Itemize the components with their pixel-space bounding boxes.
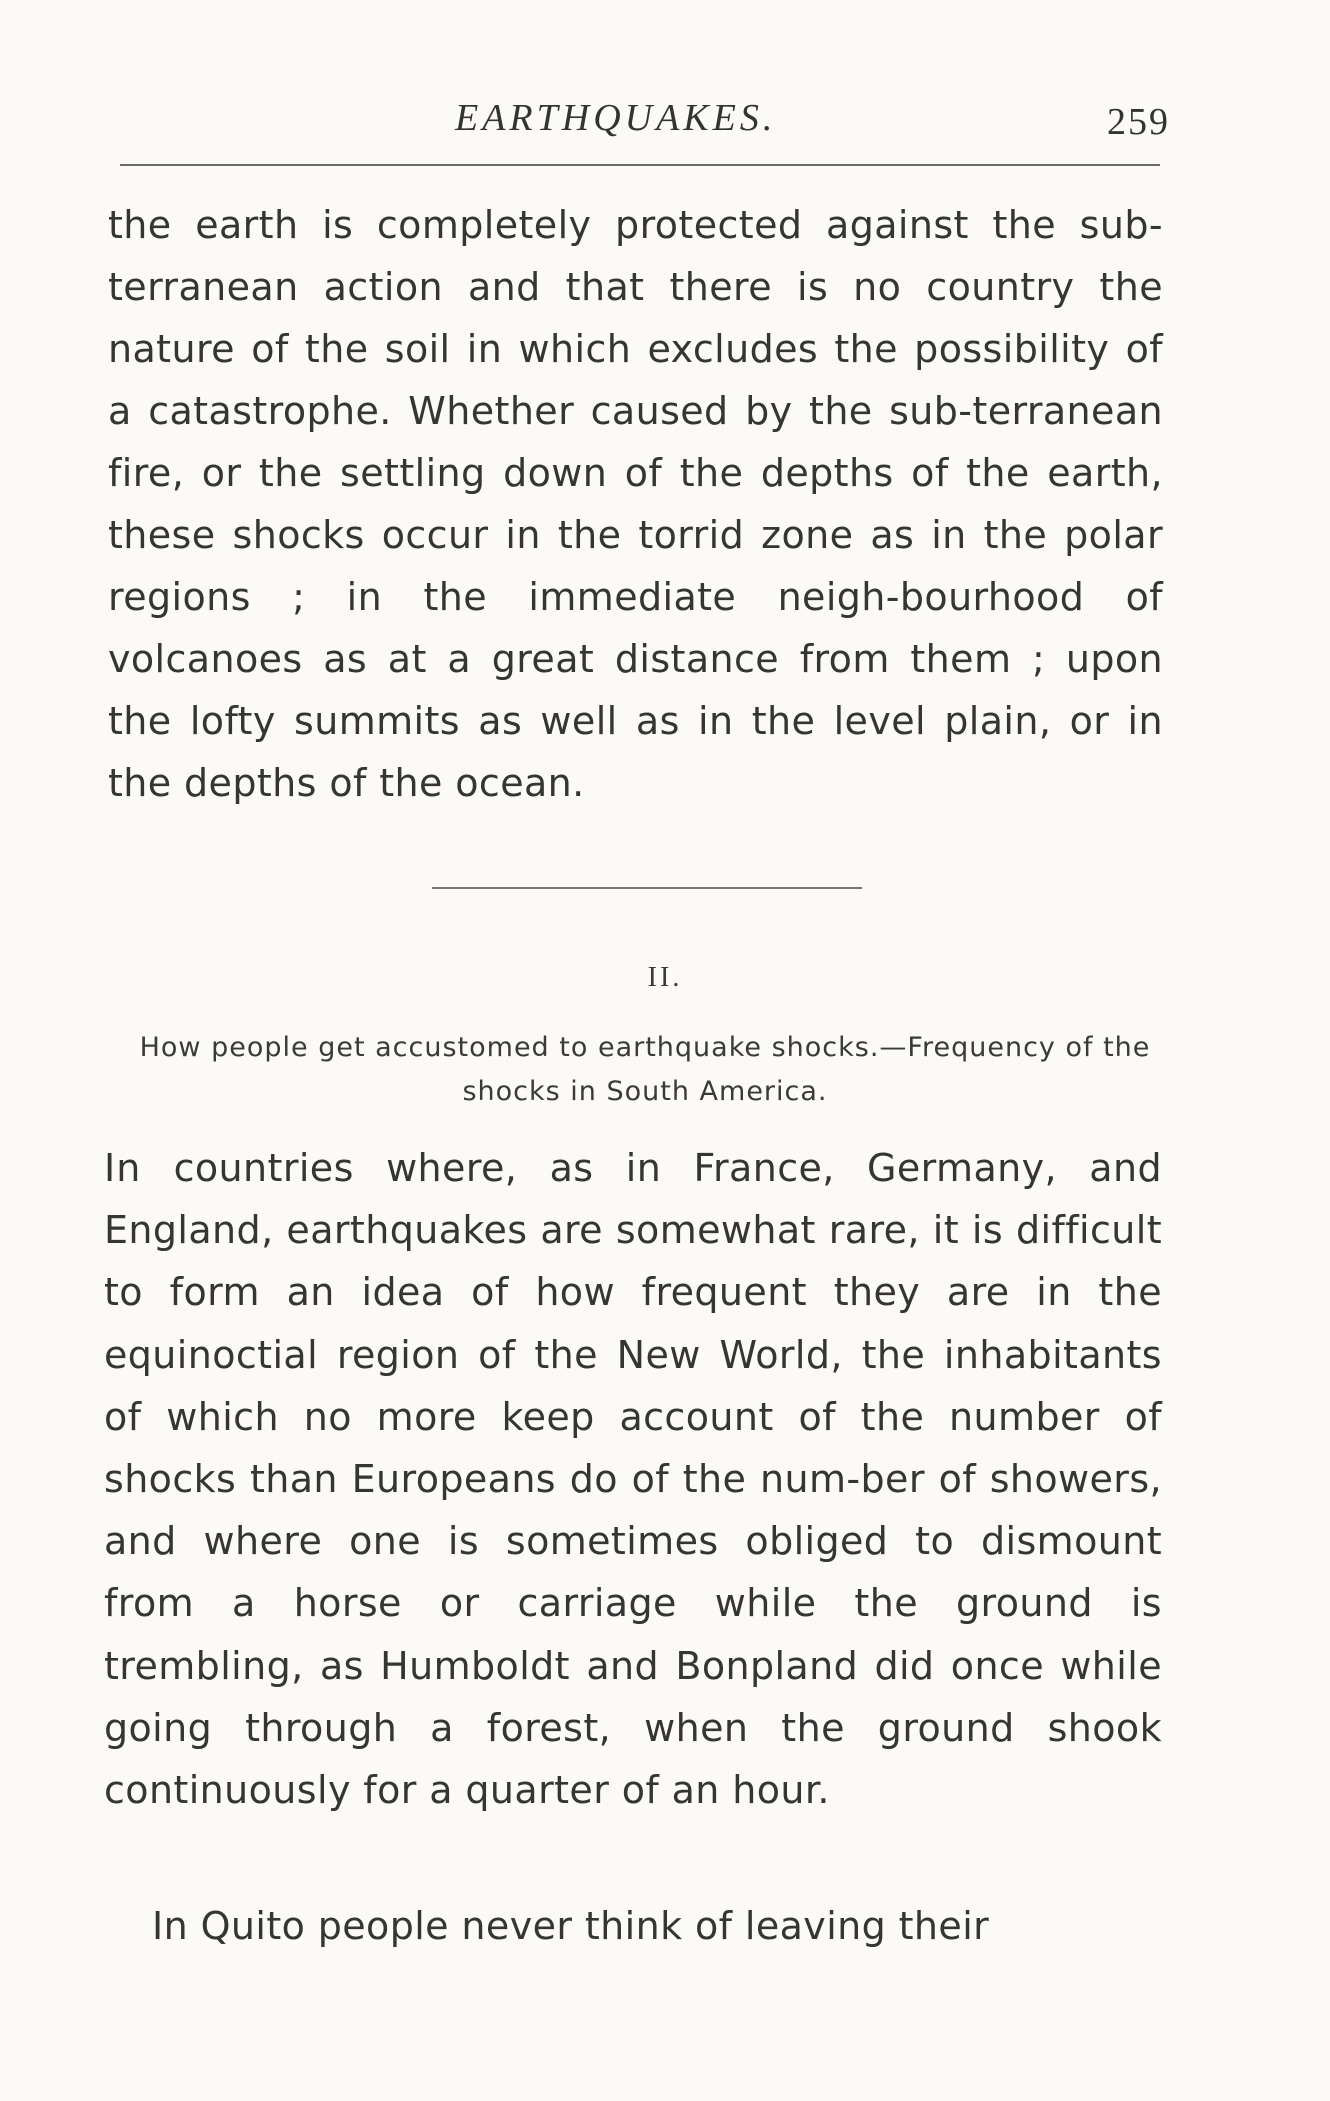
- section-divider: [432, 887, 862, 889]
- paragraph-text: countries where, as in France, Germany, and England, earthquakes are somewhat rare, it is difficult to form an idea of how frequent they are in the equinoctial region of the New World, the inhabitants of which no more keep account of the number of shocks than Europeans do of the num-ber of showers, and where one is sometimes obliged to dismount from a horse or carriage while the ground is trembling, as Humboldt and Bonpland did once while going through a forest, when the ground shook continuously for a quarter of an hour.: [104, 1146, 1162, 1813]
- running-title: EARTHQUAKES.: [455, 97, 777, 139]
- paragraph-lead-word: In: [104, 1146, 142, 1190]
- running-head: [0, 96, 1330, 146]
- section-summary: How people get accustomed to earthquake shocks.—Frequency of the shocks in South America.: [139, 1032, 1151, 1107]
- paragraph-continuation: the earth is completely protected against the sub-terranean action and that there is no country the nature of the soil in which excludes the possibility of a catastrophe. Whether caused by the sub-terranean fire, or the settling down of the depths of the earth, these shocks occur in the torrid zone as in the polar regions ; in the immediate neigh-bourhood of volcanoes as at a great distance from them ; upon the lofty summits as well as in the level plain, or in the depths of the ocean.: [108, 203, 1163, 805]
- header-rule: [120, 164, 1160, 166]
- paragraph-start: In Quito people never think of leaving their: [152, 1904, 990, 1948]
- section-number: II.: [647, 962, 683, 993]
- section-first-paragraph: [104, 1137, 1162, 1821]
- page-number: 259: [1107, 101, 1170, 143]
